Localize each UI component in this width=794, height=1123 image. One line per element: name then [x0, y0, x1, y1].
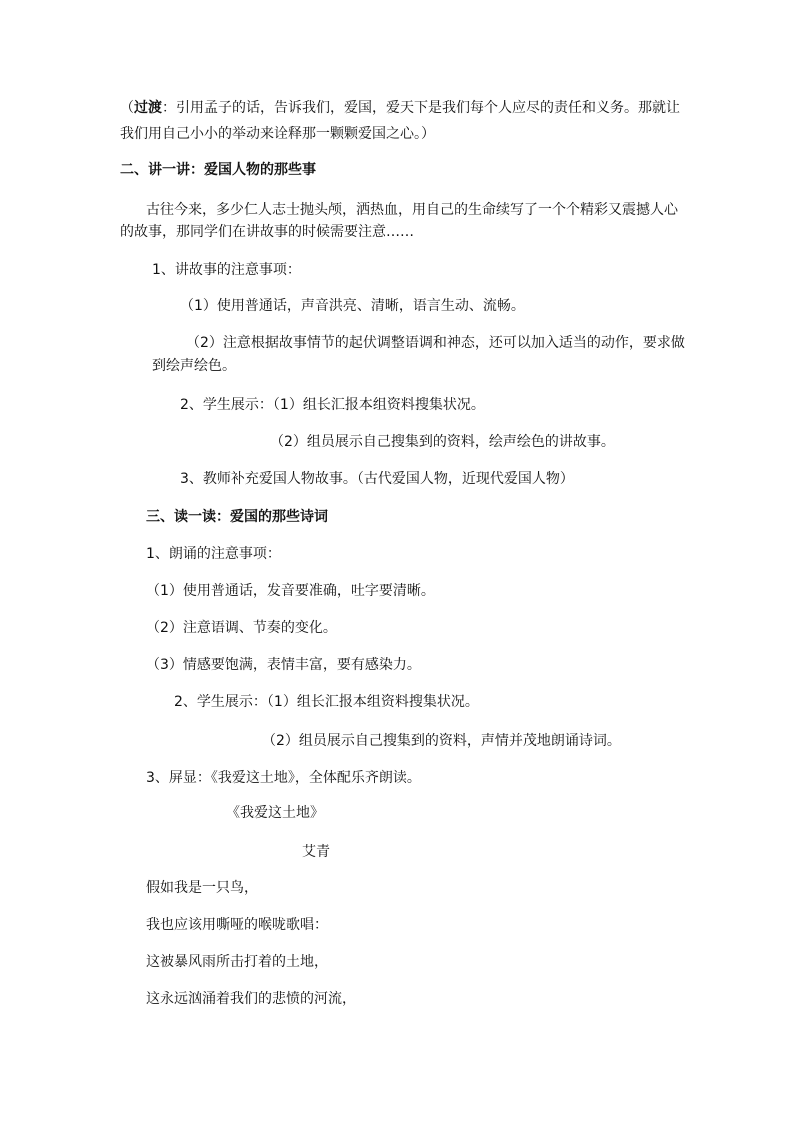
section2-intro-line-2: 的故事，那同学们在讲故事的时候需要注意…… [120, 224, 414, 240]
section2-heading: 二、讲一讲：爱国人物的那些事 [120, 162, 316, 178]
section2-item1-title: 1、讲故事的注意事项： [152, 262, 301, 278]
section3-item2-line2: （2）组员展示自己搜集到的资料，声情并茂地朗诵诗词。 [262, 733, 621, 749]
section2-item2-line2: （2）组员展示自己搜集到的资料，绘声绘色的讲故事。 [270, 434, 615, 450]
section3-item1-title: 1、朗诵的注意事项： [146, 546, 281, 562]
poem-line: 这永远汹涌着我们的悲愤的河流， [146, 991, 356, 1007]
poem-line: 这被暴风雨所击打着的土地， [146, 954, 328, 970]
poem-line: 假如我是一只鸟， [146, 880, 258, 896]
transition-label: 过渡 [134, 100, 162, 116]
poem-title: 《我爱这土地》 [226, 805, 324, 821]
section2-item3: 3、教师补充爱国人物故事。（古代爱国人物，近现代爱国人物） [180, 471, 574, 487]
section3-item1-point2: （2）注意语调、节奏的变化。 [146, 620, 337, 636]
transition-open-paren: （ [120, 100, 134, 116]
transition-line-1 [120, 98, 680, 118]
poem-line: 我也应该用嘶哑的喉咙歌唱： [146, 917, 328, 933]
section2-item2-line1: 2、学生展示：（1）组长汇报本组资料搜集状况。 [180, 397, 485, 413]
section3-heading: 三、读一读：爱国的那些诗词 [146, 509, 328, 525]
section2-item1-point2-line1: （2）注意根据故事情节的起伏调整语调和神态，还可以加入适当的动作，要求做 [186, 335, 685, 351]
section3-item2-line1: 2、学生展示：（1）组长汇报本组资料搜集状况。 [174, 694, 479, 710]
section2-intro-line-1: 古往今来，多少仁人志士抛头颅，洒热血，用自己的生命续写了一个个精彩又震撼人心 [146, 202, 678, 218]
section3-item3: 3、屏显：《我爱这土地》，全体配乐齐朗读。 [146, 770, 421, 786]
section3-item1-point1: （1）使用普通话，发音要准确，吐字要清晰。 [146, 583, 435, 599]
section2-item1-point1: （1）使用普通话，声音洪亮、清晰，语言生动、流畅。 [180, 298, 525, 314]
poem-author: 艾青 [302, 844, 330, 860]
section3-item1-point3: （3）情感要饱满，表情丰富，要有感染力。 [146, 657, 421, 673]
section2-item1-point2-line2: 到绘声绘色。 [152, 358, 236, 374]
transition-text: ：引用孟子的话，告诉我们，爱国，爱天下是我们每个人应尽的责任和义务。那就让 [162, 100, 680, 116]
transition-line-2: 我们用自己小小的举动来诠释那一颗颗爱国之心。） [120, 126, 435, 142]
